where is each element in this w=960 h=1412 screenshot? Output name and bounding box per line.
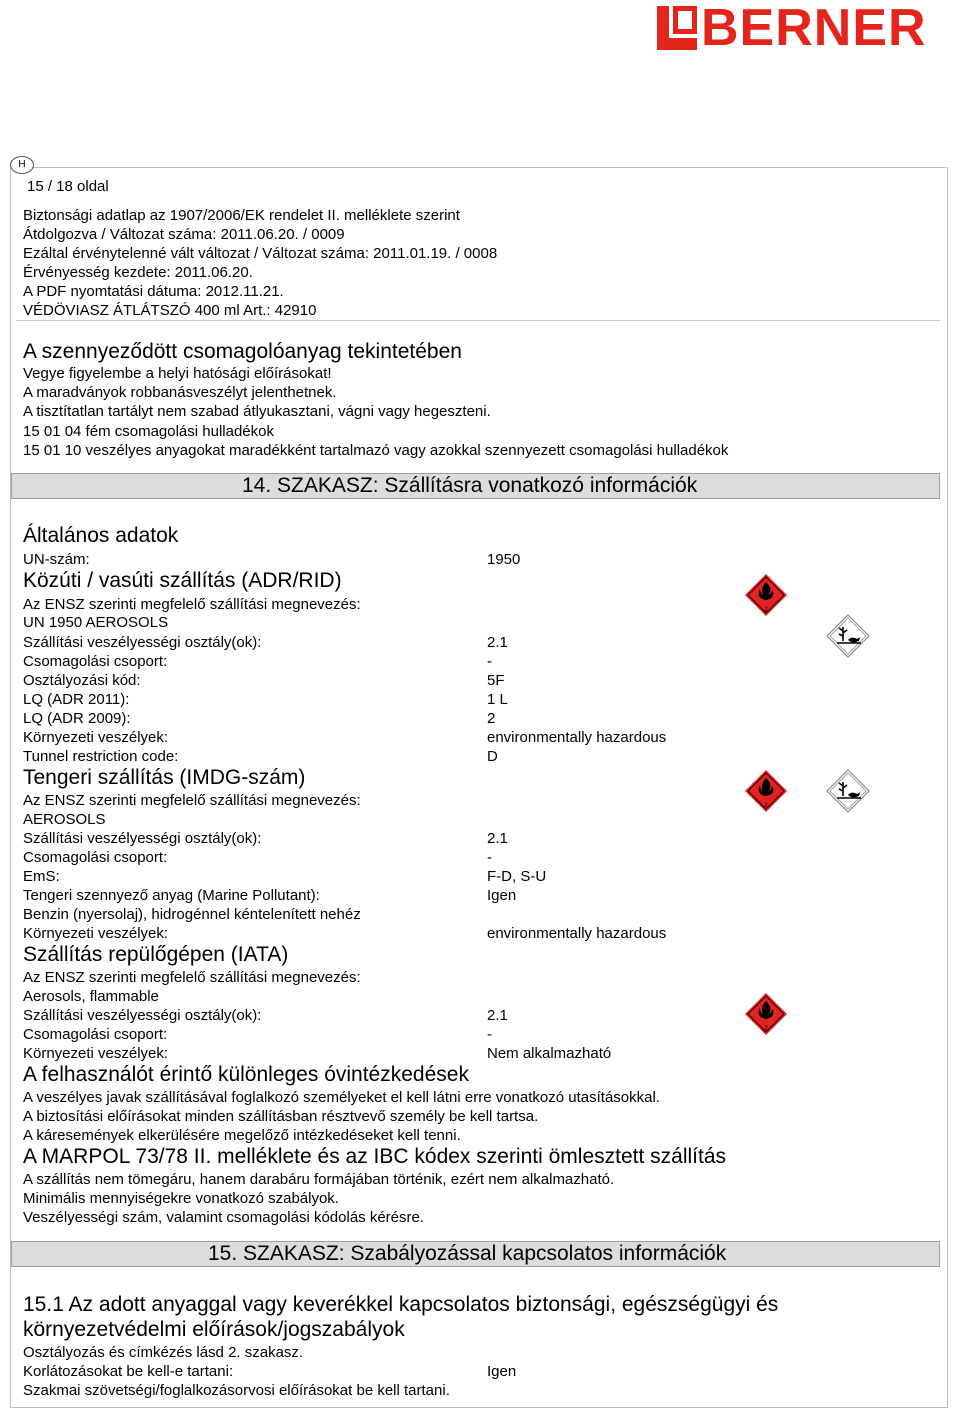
sea-env-label: Környezeti veszélyek: [23, 925, 169, 942]
sea-pollutant-note: Benzin (nyersolaj), hidrogénnel kéntelenített nehéz [23, 906, 361, 923]
road-row-value: D [487, 748, 498, 765]
road-row-value: 2.1 [487, 634, 508, 651]
road-name-label: Az ENSZ szerinti megfelelő szállítási megnevezés: [23, 596, 361, 613]
section-15-banner [11, 1241, 940, 1267]
air-row-value: 2.1 [487, 1007, 508, 1024]
flammable-gas-class-2-icon [744, 769, 788, 813]
road-row-label: LQ (ADR 2009): [23, 710, 131, 727]
sea-env-value: environmentally hazardous [487, 925, 667, 942]
marpol-line: Veszélyességi szám, valamint csomagolási kódolás kérésre. [23, 1209, 425, 1226]
road-row-label: LQ (ADR 2011): [23, 691, 130, 708]
sea-row-label: Tengeri szennyező anyag (Marine Pollutant): [23, 887, 320, 904]
flammable-gas-class-2-icon [744, 573, 788, 617]
precautions-line: A veszélyes javak szállításával foglalkozó személyeket el kell látni erre vonatkozó utasításokkal. [23, 1089, 660, 1106]
sea-name-label: Az ENSZ szerinti megfelelő szállítási megnevezés: [23, 792, 361, 809]
restrictions-value: Igen [487, 1363, 517, 1380]
road-row-label: Szállítási veszélyességi osztály(ok): [23, 634, 262, 651]
page-frame-top [10, 167, 946, 168]
road-row-value: 2 [487, 710, 496, 727]
road-row-value: - [487, 653, 492, 670]
sea-row-label: Szállítási veszélyességi osztály(ok): [23, 830, 262, 847]
road-row-label: Tunnel restriction code: [23, 748, 179, 765]
un-number-label: UN-szám: [23, 551, 90, 568]
classification-note: Osztályozás és címkézés lásd 2. szakasz. [23, 1344, 304, 1361]
road-row-value: environmentally hazardous [487, 729, 667, 746]
packaging-line: 15 01 10 veszélyes anyagokat maradékként tartalmazó vagy azokkal szennyezett csomagolási hulladékok [23, 442, 729, 459]
road-row-label: Osztályozási kód: [23, 672, 141, 689]
marpol-line: Minimális mennyiségekre vonatkozó szabályok. [23, 1190, 339, 1207]
precautions-line: A káresemények elkerülésére megelőző intézkedéseket kell tenni. [23, 1127, 461, 1144]
section-15-title: 15. SZAKASZ: Szabályozással kapcsolatos információk [208, 1242, 727, 1265]
sea-transport-title: Tengeri szállítás (IMDG-szám) [23, 766, 306, 789]
road-row-value: 5F [487, 672, 505, 689]
header-line: Érvényesség kezdete: 2011.06.20. [23, 264, 253, 281]
road-name-value: UN 1950 AEROSOLS [23, 614, 169, 631]
product-line: VÉDÖVIASZ ÁTLÁTSZÓ 400 ml Art.: 42910 [23, 302, 317, 319]
header-line: Ezáltal érvénytelenné vált változat / Változat száma: 2011.01.19. / 0008 [23, 245, 498, 262]
sea-row-value: Igen [487, 887, 517, 904]
packaging-title: A szennyeződött csomagolóanyag tekintetében [23, 340, 462, 363]
page-number: 15 / 18 oldal [27, 178, 109, 195]
air-row-label: Csomagolási csoport: [23, 1026, 168, 1043]
professional-note: Szakmai szövetségi/foglalkozásorvosi előírásokat be kell tartani. [23, 1382, 450, 1399]
precautions-line: A biztosítási előírásokat minden szállításban résztvevő személy be kell tartsa. [23, 1108, 539, 1125]
precautions-title: A felhasználót érintő különleges óvintézkedések [23, 1063, 469, 1086]
sea-row-label: Csomagolási csoport: [23, 849, 168, 866]
packaging-line: Vegye figyelembe a helyi hatósági előírásokat! [23, 365, 332, 382]
sea-name-value: AEROSOLS [23, 811, 106, 828]
packaging-line: A maradványok robbanásveszélyt jelenthetnek. [23, 384, 337, 401]
sea-row-value: - [487, 849, 492, 866]
un-number-value: 1950 [487, 551, 521, 568]
road-transport-title: Közúti / vasúti szállítás (ADR/RID) [23, 569, 342, 592]
language-marker: H [10, 156, 34, 174]
section-15-subtitle: 15.1 Az adott anyaggal vagy keverékkel kapcsolatos biztonsági, egészségügyi és [23, 1293, 779, 1316]
restrictions-label: Korlátozásokat be kell-e tartani: [23, 1363, 234, 1380]
sea-row-value: F-D, S-U [487, 868, 547, 885]
section-15-subtitle: környezetvédelmi előírások/jogszabályok [23, 1318, 405, 1341]
air-row-label: Környezeti veszélyek: [23, 1045, 169, 1062]
sea-row-value: 2.1 [487, 830, 508, 847]
general-title: Általános adatok [23, 524, 179, 547]
air-transport-title: Szállítás repülőgépen (IATA) [23, 943, 289, 966]
berner-logo-mark-icon [657, 4, 699, 52]
header-line: A PDF nyomtatási dátuma: 2012.11.21. [23, 283, 284, 300]
header-separator [16, 320, 940, 321]
environment-hazard-icon [826, 769, 870, 813]
marpol-title: A MARPOL 73/78 II. melléklete és az IBC kódex szerinti ömlesztett szállítás [23, 1145, 727, 1168]
air-row-label: Szállítási veszélyességi osztály(ok): [23, 1007, 262, 1024]
header-line: Biztonsági adatlap az 1907/2006/EK rendelet II. melléklete szerint [23, 207, 460, 224]
header-line: Átdolgozva / Változat száma: 2011.06.20. / 0009 [23, 226, 345, 243]
air-row-value: - [487, 1026, 492, 1043]
section-14-title: 14. SZAKASZ: Szállításra vonatkozó információk [242, 474, 698, 497]
air-name-label: Az ENSZ szerinti megfelelő szállítási megnevezés: [23, 969, 361, 986]
svg-text:2: 2 [764, 803, 768, 809]
berner-logo-text: BERNER [701, 0, 927, 57]
section-14-banner [11, 473, 940, 499]
marpol-line: A szállítás nem tömegáru, hanem darabáru formájában történik, ezért nem alkalmazható. [23, 1171, 615, 1188]
packaging-line: 15 01 04 fém csomagolási hulladékok [23, 423, 274, 440]
svg-text:2: 2 [764, 607, 768, 613]
svg-text:2: 2 [764, 1026, 768, 1032]
packaging-line: A tisztítatlan tartályt nem szabad átlyukasztani, vágni vagy hegeszteni. [23, 403, 491, 420]
road-row-value: 1 L [487, 691, 508, 708]
road-row-label: Környezeti veszélyek: [23, 729, 169, 746]
berner-logo [657, 0, 957, 57]
flammable-gas-class-2-icon [744, 992, 788, 1036]
road-row-label: Csomagolási csoport: [23, 653, 168, 670]
sea-row-label: EmS: [23, 868, 60, 885]
air-name-value: Aerosols, flammable [23, 988, 159, 1005]
air-row-value: Nem alkalmazható [487, 1045, 612, 1062]
environment-hazard-icon [826, 614, 870, 658]
